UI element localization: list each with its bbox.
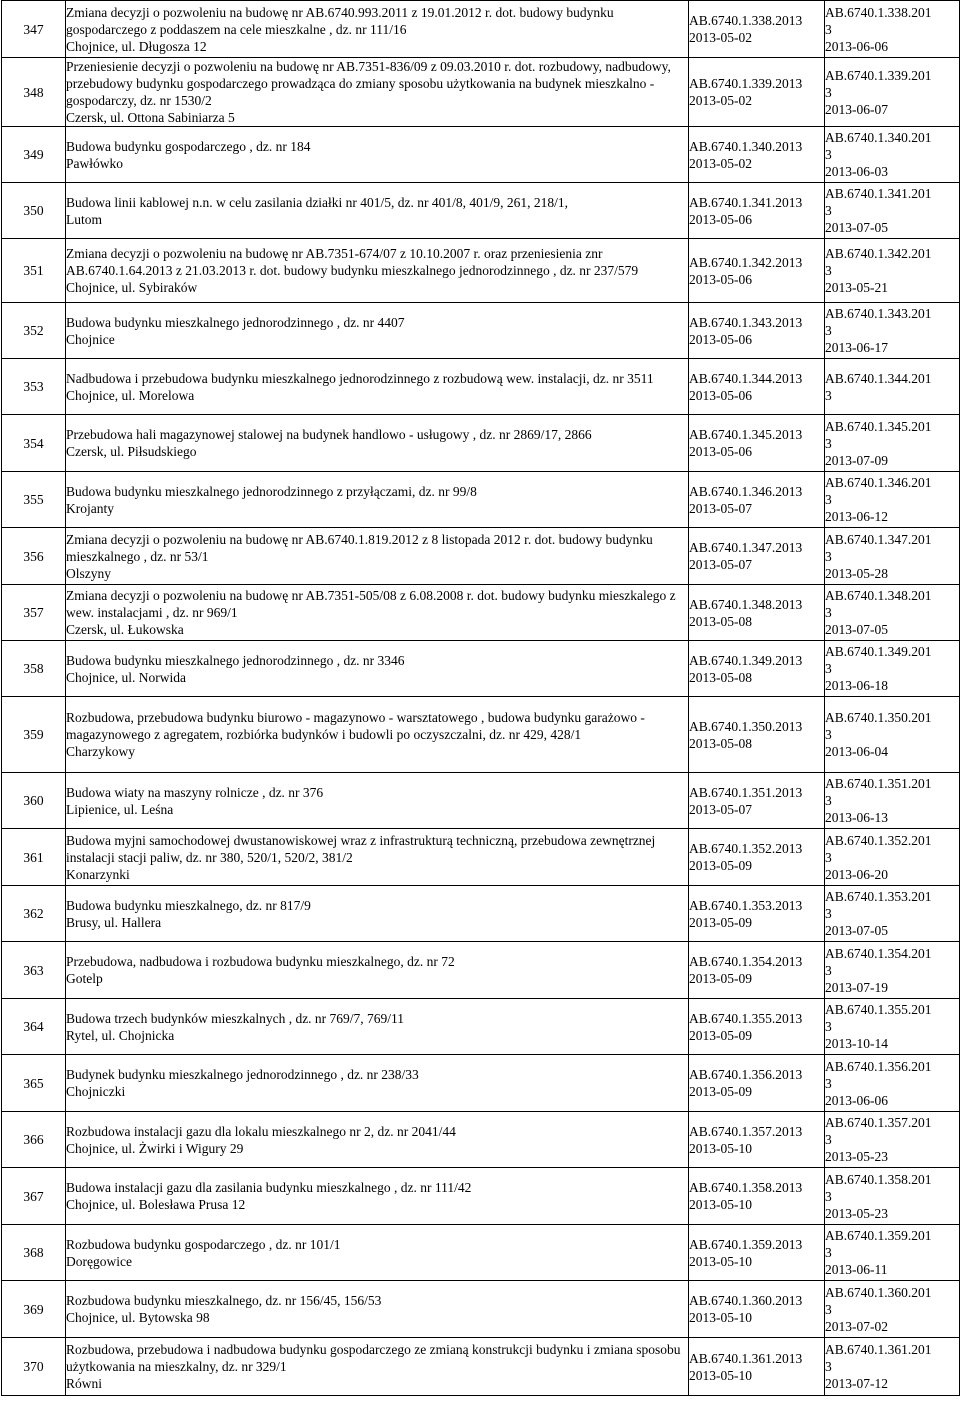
entry-number: 358 (2, 641, 66, 697)
table-row (2, 697, 960, 773)
entry-description-cell (66, 886, 689, 942)
table-row (2, 1168, 960, 1225)
entry-description-cell (66, 415, 689, 472)
entry-number: 365 (2, 1055, 66, 1112)
entry-number: 359 (2, 697, 66, 773)
application-date: 2013-05-07 (689, 500, 752, 516)
decision-date: 2013-07-09 (825, 452, 888, 468)
decision-signature-suffix: 3 (825, 1301, 832, 1317)
entry-location: Krojanty (66, 500, 114, 516)
application-signature: AB.6740.1.349.2013 (689, 652, 803, 668)
decision-signature-suffix: 3 (825, 906, 832, 921)
decision-date: 2013-06-12 (825, 509, 888, 524)
entry-number: 361 (2, 829, 66, 886)
decision-signature: AB.6740.1.339.201 (825, 67, 932, 83)
entry-description-cell (66, 58, 689, 127)
decision-signature: AB.6740.1.360.201 (825, 1284, 932, 1300)
decision-cell (825, 303, 960, 359)
entry-location: Równi (66, 1376, 103, 1391)
decision-signature: AB.6740.1.346.201 (825, 475, 932, 490)
entry-description-cell (66, 942, 689, 999)
entry-location: Gotelp (66, 971, 103, 986)
entry-description: Przebudowa, nadbudowa i rozbudowa budynku mieszkalnego, dz. nr 72 (66, 954, 455, 969)
table-row (2, 1112, 960, 1168)
decision-signature-suffix: 3 (825, 793, 832, 808)
entry-location: Czersk, ul. Ottona Sabiniarza 5 (66, 110, 235, 125)
decision-cell (825, 1225, 960, 1281)
entry-description-cell (66, 1168, 689, 1225)
decision-cell (825, 415, 960, 472)
application-signature-cell (689, 58, 825, 127)
application-date: 2013-05-08 (689, 669, 752, 685)
decision-cell (825, 585, 960, 641)
application-signature: AB.6740.1.347.2013 (689, 540, 803, 555)
decision-date: 2013-05-28 (825, 565, 888, 581)
entry-number: 362 (2, 886, 66, 942)
entry-number: 363 (2, 942, 66, 999)
application-signature-cell (689, 127, 825, 183)
entry-description: Rozbudowa instalacji gazu dla lokalu mieszkalnego nr 2, dz. nr 2041/44 (66, 1123, 456, 1139)
application-date: 2013-05-10 (689, 1197, 752, 1212)
decision-signature: AB.6740.1.355.201 (825, 1002, 932, 1017)
decision-signature-suffix: 3 (825, 1359, 832, 1374)
decision-signature-suffix: 3 (825, 323, 832, 338)
application-signature: AB.6740.1.356.2013 (689, 1067, 803, 1082)
application-signature-cell (689, 1, 825, 58)
entry-description-cell (66, 1225, 689, 1281)
entry-number: 366 (2, 1112, 66, 1168)
application-signature-cell (689, 585, 825, 641)
entry-location: Konarzynki (66, 866, 130, 882)
entry-description: Zmiana decyzji o pozwoleniu na budowę nr AB.6740.993.2011 z 19.01.2012 r. dot. budowy budynku gospodarczego z poddaszem na cele mieszkalne , dz. nr 111/16 (66, 4, 614, 37)
table-row (2, 1338, 960, 1396)
application-signature: AB.6740.1.355.2013 (689, 1010, 803, 1026)
table-row (2, 1, 960, 58)
application-signature: AB.6740.1.341.2013 (689, 194, 803, 210)
entry-description: Rozbudowa, przebudowa i nadbudowa budynku gospodarczego ze zmianą konstrukcji budynku i zmiana sposobu użytkowania na mieszkalny, dz. nr 329/1 (66, 1342, 681, 1374)
application-signature: AB.6740.1.343.2013 (689, 314, 803, 330)
application-signature-cell (689, 773, 825, 829)
application-signature: AB.6740.1.345.2013 (689, 427, 803, 442)
decision-signature-suffix: 3 (825, 147, 832, 162)
decision-date: 2013-05-23 (825, 1149, 888, 1164)
application-signature-cell (689, 415, 825, 472)
decision-signature: AB.6740.1.343.201 (825, 306, 932, 321)
decision-signature: AB.6740.1.338.201 (825, 4, 932, 20)
entry-description-cell (66, 1281, 689, 1338)
permit-register-body (2, 1, 960, 1396)
entry-description: Budowa myjni samochodowej dwustanowiskowej wraz z infrastrukturą techniczną, przebudowa zewnętrznej instalacji stacji paliw, dz. nr 380, 520/1, 520/2, 381/2 (66, 832, 656, 865)
entry-location: Doręgowice (66, 1253, 132, 1269)
entry-description-cell (66, 641, 689, 697)
decision-signature: AB.6740.1.354.201 (825, 945, 932, 961)
decision-signature-suffix: 3 (825, 1019, 832, 1034)
decision-signature: AB.6740.1.348.201 (825, 588, 932, 603)
decision-signature: AB.6740.1.340.201 (825, 130, 932, 145)
application-signature-cell (689, 1225, 825, 1281)
application-date: 2013-05-07 (689, 557, 752, 572)
application-date: 2013-05-07 (689, 801, 752, 817)
application-signature-cell (689, 697, 825, 773)
entry-location: Charzykowy (66, 744, 135, 759)
application-signature-cell (689, 303, 825, 359)
decision-signature-suffix: 3 (825, 435, 832, 451)
table-row (2, 585, 960, 641)
decision-signature-suffix: 3 (825, 1245, 832, 1260)
decision-signature-suffix: 3 (825, 1075, 832, 1091)
entry-number: 369 (2, 1281, 66, 1338)
application-signature-cell (689, 1338, 825, 1396)
table-row (2, 1055, 960, 1112)
entry-description: Budowa budynku mieszkalnego, dz. nr 817/9 (66, 897, 311, 913)
entry-number: 368 (2, 1225, 66, 1281)
entry-location: Chojnice, ul. Bolesława Prusa 12 (66, 1197, 246, 1212)
decision-date: 2013-06-20 (825, 866, 888, 882)
table-row (2, 58, 960, 127)
decision-signature-suffix: 3 (825, 849, 832, 865)
table-row (2, 1225, 960, 1281)
table-row (2, 528, 960, 585)
decision-cell (825, 528, 960, 585)
decision-cell (825, 127, 960, 183)
decision-signature-suffix: 3 (825, 21, 832, 37)
entry-number: 370 (2, 1338, 66, 1396)
application-date: 2013-05-02 (689, 93, 752, 108)
table-row (2, 999, 960, 1055)
application-date: 2013-05-10 (689, 1310, 752, 1325)
entry-description-cell (66, 183, 689, 239)
entry-location: Olszyny (66, 565, 111, 581)
decision-date: 2013-06-06 (825, 1092, 888, 1108)
decision-cell (825, 641, 960, 697)
decision-cell (825, 58, 960, 127)
decision-date: 2013-06-04 (825, 744, 888, 759)
entry-location: Chojnice, ul. Norwida (66, 669, 186, 685)
entry-location: Chojnice, ul. Sybiraków (66, 280, 198, 295)
application-date: 2013-05-06 (689, 211, 752, 227)
entry-description-cell (66, 1055, 689, 1112)
decision-date: 2013-06-18 (825, 678, 888, 693)
entry-description: Rozbudowa budynku mieszkalnego, dz. nr 156/45, 156/53 (66, 1293, 382, 1308)
table-row (2, 1281, 960, 1338)
decision-signature-suffix: 3 (825, 1188, 832, 1204)
decision-date: 2013-06-06 (825, 38, 888, 54)
decision-signature: AB.6740.1.357.201 (825, 1115, 932, 1130)
decision-signature-suffix: 3 (825, 548, 832, 564)
entry-location: Chojnice, ul. Bytowska 98 (66, 1310, 210, 1325)
decision-signature-suffix: 3 (825, 727, 832, 742)
application-date: 2013-05-02 (689, 155, 752, 171)
entry-number: 349 (2, 127, 66, 183)
application-date: 2013-05-09 (689, 1084, 752, 1099)
application-signature-cell (689, 1168, 825, 1225)
application-signature: AB.6740.1.353.2013 (689, 897, 803, 913)
entry-description: Budowa budynku gospodarczego , dz. nr 184 (66, 138, 311, 154)
entry-description-cell (66, 1112, 689, 1168)
application-signature-cell (689, 359, 825, 415)
decision-signature-suffix: 3 (825, 387, 832, 403)
table-row (2, 942, 960, 999)
entry-location: Lutom (66, 211, 102, 227)
application-signature: AB.6740.1.357.2013 (689, 1123, 803, 1139)
entry-description: Zmiana decyzji o pozwoleniu na budowę nr AB.7351-674/07 z 10.10.2007 r. oraz przeniesienia znr AB.6740.1.64.2013 z 21.03.2013 r. dot. budowy budynku mieszkalnego jednorodzinnego , dz. nr 237/579 (66, 246, 639, 278)
decision-date: 2013-07-05 (825, 923, 888, 938)
decision-date: 2013-07-12 (825, 1376, 888, 1391)
decision-signature: AB.6740.1.353.201 (825, 889, 932, 904)
application-signature: AB.6740.1.358.2013 (689, 1180, 803, 1195)
application-signature-cell (689, 641, 825, 697)
decision-date: 2013-07-05 (825, 622, 888, 637)
application-signature: AB.6740.1.344.2013 (689, 370, 803, 386)
application-date: 2013-05-06 (689, 387, 752, 403)
table-row (2, 239, 960, 303)
entry-number: 354 (2, 415, 66, 472)
decision-date: 2013-07-05 (825, 220, 888, 235)
application-date: 2013-05-09 (689, 1027, 752, 1043)
application-date: 2013-05-09 (689, 971, 752, 986)
application-date: 2013-05-02 (689, 30, 752, 45)
entry-location: Chojnice (66, 331, 115, 347)
decision-signature-suffix: 3 (825, 962, 832, 978)
decision-signature-suffix: 3 (825, 492, 832, 507)
decision-signature: AB.6740.1.352.201 (825, 832, 932, 848)
entry-description-cell (66, 303, 689, 359)
application-date: 2013-05-06 (689, 444, 752, 459)
decision-date: 2013-07-02 (825, 1318, 888, 1334)
application-signature-cell (689, 886, 825, 942)
entry-number: 360 (2, 773, 66, 829)
decision-cell (825, 1338, 960, 1396)
table-row (2, 183, 960, 239)
decision-signature: AB.6740.1.349.201 (825, 644, 932, 659)
decision-signature: AB.6740.1.341.201 (825, 186, 932, 201)
decision-signature: AB.6740.1.351.201 (825, 776, 932, 791)
decision-cell (825, 472, 960, 528)
decision-signature-suffix: 3 (825, 203, 832, 218)
decision-date: 2013-05-23 (825, 1205, 888, 1221)
entry-description: Budowa budynku mieszkalnego jednorodzinnego , dz. nr 3346 (66, 652, 405, 668)
entry-number: 348 (2, 58, 66, 127)
application-signature-cell (689, 829, 825, 886)
entry-number: 357 (2, 585, 66, 641)
table-row (2, 303, 960, 359)
decision-signature: AB.6740.1.344.201 (825, 370, 932, 386)
decision-cell (825, 942, 960, 999)
entry-number: 367 (2, 1168, 66, 1225)
application-signature-cell (689, 239, 825, 303)
table-row (2, 886, 960, 942)
decision-date: 2013-06-11 (825, 1262, 888, 1277)
entry-number: 347 (2, 1, 66, 58)
entry-number: 355 (2, 472, 66, 528)
decision-signature: AB.6740.1.356.201 (825, 1058, 932, 1074)
entry-description-cell (66, 528, 689, 585)
decision-date: 2013-06-17 (825, 340, 888, 355)
entry-number: 351 (2, 239, 66, 303)
decision-signature: AB.6740.1.361.201 (825, 1342, 932, 1357)
entry-location: Chojnice, ul. Morelowa (66, 387, 195, 403)
application-signature-cell (689, 1055, 825, 1112)
decision-date: 2013-06-07 (825, 101, 888, 117)
application-signature: AB.6740.1.351.2013 (689, 784, 803, 800)
decision-signature: AB.6740.1.358.201 (825, 1171, 932, 1187)
decision-cell (825, 1168, 960, 1225)
entry-description-cell (66, 1, 689, 58)
application-date: 2013-05-06 (689, 331, 752, 347)
decision-cell (825, 1, 960, 58)
entry-description-cell (66, 127, 689, 183)
application-date: 2013-05-09 (689, 858, 752, 873)
entry-description-cell (66, 829, 689, 886)
table-row (2, 472, 960, 528)
application-signature-cell (689, 528, 825, 585)
decision-cell (825, 183, 960, 239)
decision-date: 2013-06-13 (825, 810, 888, 825)
entry-description-cell (66, 773, 689, 829)
table-row (2, 127, 960, 183)
application-date: 2013-05-10 (689, 1140, 752, 1156)
entry-number: 352 (2, 303, 66, 359)
entry-description-cell (66, 1338, 689, 1396)
entry-description-cell (66, 472, 689, 528)
decision-cell (825, 829, 960, 886)
decision-signature: AB.6740.1.347.201 (825, 531, 932, 547)
table-row (2, 829, 960, 886)
decision-cell (825, 1281, 960, 1338)
application-signature-cell (689, 183, 825, 239)
decision-date: 2013-05-21 (825, 280, 888, 295)
entry-location: Pawłówko (66, 155, 123, 171)
entry-description: Budowa budynku mieszkalnego jednorodzinnego z przyłączami, dz. nr 99/8 (66, 483, 477, 499)
application-date: 2013-05-06 (689, 271, 752, 287)
application-signature: AB.6740.1.359.2013 (689, 1236, 803, 1252)
decision-signature: AB.6740.1.350.201 (825, 710, 932, 725)
decision-cell (825, 886, 960, 942)
application-signature: AB.6740.1.339.2013 (689, 76, 803, 91)
decision-signature-suffix: 3 (825, 661, 832, 676)
entry-description-cell (66, 359, 689, 415)
table-row (2, 773, 960, 829)
entry-location: Rytel, ul. Chojnicka (66, 1027, 175, 1043)
decision-cell (825, 359, 960, 415)
application-signature: AB.6740.1.352.2013 (689, 841, 803, 856)
application-signature-cell (689, 472, 825, 528)
decision-cell (825, 773, 960, 829)
entry-description: Budowa instalacji gazu dla zasilania budynku mieszkalnego , dz. nr 111/42 (66, 1180, 472, 1195)
entry-location: Chojnice, ul. Żwirki i Wigury 29 (66, 1140, 244, 1156)
decision-cell (825, 999, 960, 1055)
entry-location: Czersk, ul. Piłsudskiego (66, 444, 197, 459)
application-signature: AB.6740.1.342.2013 (689, 254, 803, 270)
entry-description: Nadbudowa i przebudowa budynku mieszkalnego jednorodzinnego z rozbudową wew. instalacji, dz. nr 3511 (66, 370, 654, 386)
entry-description: Budowa wiaty na maszyny rolnicze , dz. nr 376 (66, 784, 324, 800)
decision-signature-suffix: 3 (825, 605, 832, 620)
application-signature: AB.6740.1.340.2013 (689, 138, 803, 154)
entry-description-cell (66, 999, 689, 1055)
application-date: 2013-05-08 (689, 613, 752, 629)
entry-description: Rozbudowa, przebudowa budynku biurowo - magazynowo - warsztatowego , budowa budynku garażowo - magazynowego z agregatem, rozbiórka budynków i budowli po oczyszczalni, dz. nr 429, 428/1 (66, 710, 645, 742)
application-signature: AB.6740.1.361.2013 (689, 1350, 803, 1366)
application-signature: AB.6740.1.354.2013 (689, 954, 803, 969)
application-signature: AB.6740.1.348.2013 (689, 596, 803, 612)
entry-number: 356 (2, 528, 66, 585)
entry-location: Chojniczki (66, 1084, 126, 1099)
application-signature-cell (689, 1281, 825, 1338)
application-date: 2013-05-09 (689, 914, 752, 930)
application-signature-cell (689, 942, 825, 999)
entry-description: Przeniesienie decyzji o pozwoleniu na budowę nr AB.7351-836/09 z 09.03.2010 r. dot. rozbudowy, nadbudowy, przebudowy budynku gospodarczego prowadząca do zmiany sposobu użytkowania na budynek mieszkalno - gospodarczy, dz. nr 1530/2 (66, 59, 671, 108)
application-signature: AB.6740.1.350.2013 (689, 718, 803, 734)
application-signature-cell (689, 1112, 825, 1168)
entry-description-cell (66, 697, 689, 773)
decision-signature-suffix: 3 (825, 84, 832, 100)
decision-date: 2013-10-14 (825, 1036, 888, 1051)
entry-description: Budowa linii kablowej n.n. w celu zasilania działki nr 401/5, dz. nr 401/8, 401/9, 261, 218/1, (66, 194, 569, 210)
application-signature: AB.6740.1.346.2013 (689, 483, 803, 499)
table-row (2, 415, 960, 472)
decision-cell (825, 697, 960, 773)
decision-signature-suffix: 3 (825, 1132, 832, 1147)
decision-signature: AB.6740.1.345.201 (825, 418, 932, 434)
entry-location: Lipienice, ul. Leśna (66, 801, 174, 817)
entry-description: Rozbudowa budynku gospodarczego , dz. nr 101/1 (66, 1236, 341, 1252)
decision-cell (825, 1112, 960, 1168)
application-date: 2013-05-10 (689, 1253, 752, 1269)
entry-number: 353 (2, 359, 66, 415)
entry-number: 364 (2, 999, 66, 1055)
entry-description: Budowa trzech budynków mieszkalnych , dz. nr 769/7, 769/11 (66, 1010, 405, 1026)
application-signature: AB.6740.1.360.2013 (689, 1293, 803, 1308)
entry-description: Przebudowa hali magazynowej stalowej na budynek handlowo - usługowy , dz. nr 2869/17, 2866 (66, 427, 592, 442)
entry-description-cell (66, 585, 689, 641)
entry-location: Brusy, ul. Hallera (66, 914, 162, 930)
entry-location: Czersk, ul. Łukowska (66, 622, 184, 637)
decision-signature-suffix: 3 (825, 263, 832, 278)
entry-description: Budowa budynku mieszkalnego jednorodzinnego , dz. nr 4407 (66, 314, 405, 330)
application-signature-cell (689, 999, 825, 1055)
application-date: 2013-05-10 (689, 1367, 752, 1383)
table-row (2, 641, 960, 697)
decision-date: 2013-07-19 (825, 979, 888, 995)
decision-date: 2013-06-03 (825, 164, 888, 179)
entry-description: Zmiana decyzji o pozwoleniu na budowę nr AB.7351-505/08 z 6.08.2008 r. dot. budowy budynku mieszkalego z wew. instalacjami , dz. nr 969/1 (66, 588, 676, 620)
decision-signature: AB.6740.1.342.201 (825, 246, 932, 261)
entry-number: 350 (2, 183, 66, 239)
decision-cell (825, 239, 960, 303)
entry-description: Zmiana decyzji o pozwoleniu na budowę nr AB.6740.1.819.2012 z 8 listopada 2012 r. dot. budowy budynku mieszkalnego , dz. nr 53/1 (66, 531, 653, 564)
entry-location: Chojnice, ul. Długosza 12 (66, 38, 207, 54)
application-date: 2013-05-08 (689, 735, 752, 751)
decision-cell (825, 1055, 960, 1112)
decision-signature: AB.6740.1.359.201 (825, 1228, 932, 1243)
table-row (2, 359, 960, 415)
entry-description: Budynek budynku mieszkalnego jednorodzinnego , dz. nr 238/33 (66, 1067, 419, 1082)
entry-description-cell (66, 239, 689, 303)
application-signature: AB.6740.1.338.2013 (689, 13, 803, 28)
permit-register-table (1, 0, 960, 1396)
